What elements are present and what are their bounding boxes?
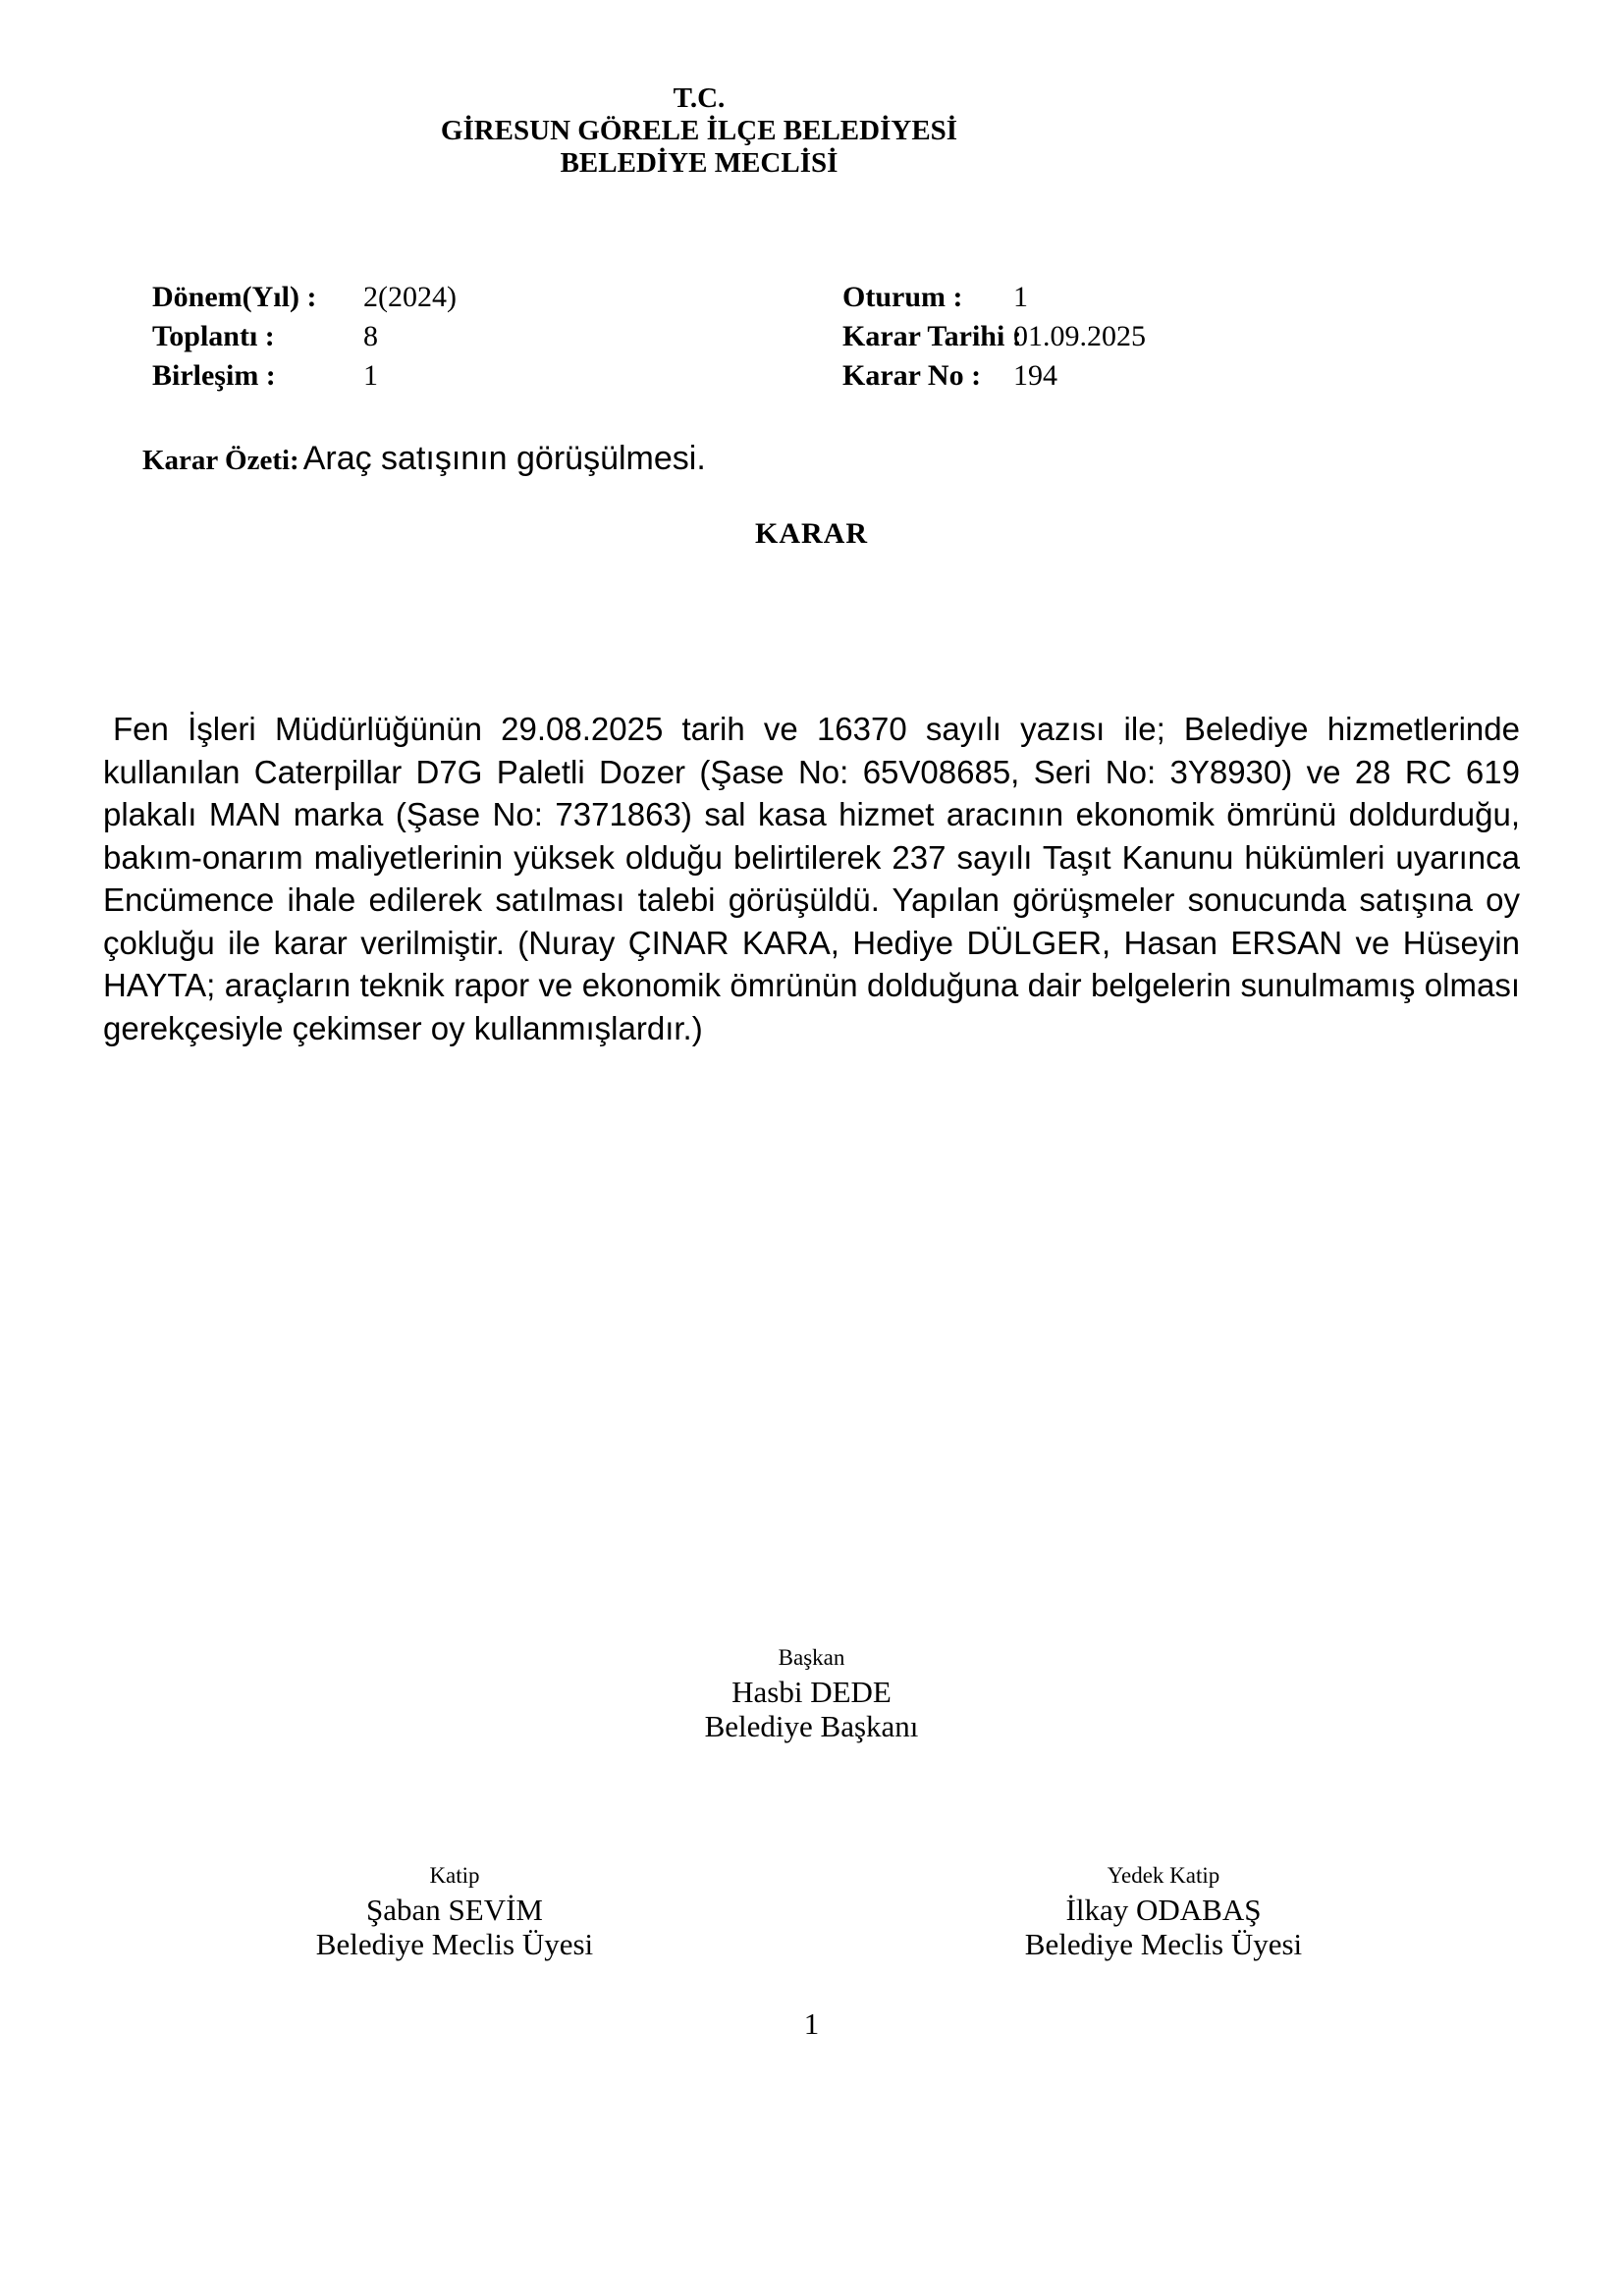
meta-label-birlesim: Birleşim : [152, 359, 276, 392]
decision-summary-row [142, 440, 706, 478]
decision-summary-value: Araç satışının görüşülmesi. [302, 440, 706, 477]
decision-body-paragraph: Fen İşleri Müdürlüğünün 29.08.2025 tarih ve 16370 sayılı yazısı ile; Belediye hizmetlerinde kullanılan Caterpillar D7G Paletli Dozer (Şase No: 65V08685, Seri No: 3Y8930) ve 28 RC 619 plakalı MAN marka (Şase No: 7371863) sal kasa hizmet aracının ekonomik ömrünü doldurduğu, bakım-onarım maliyetlerinin yüksek olduğu belirtilerek 237 sayılı Taşıt Kanunu hükümleri uyarınca Encümence ihale edilerek satılması talebi görüşüldü. Yapılan görüşmeler sonucunda satışına oy çokluğu ile karar verilmiştir. (Nuray ÇINAR KARA, Hediye DÜLGER, Hasan ERSAN ve Hüseyin HAYTA; araçların teknik rapor ve ekonomik ömrünün dolduğuna dair belgelerin sunulmamış olması gerekçesiyle çekimser oy kullanmışlardır.) [103, 711, 1520, 1046]
signature-block-yedek-katip [811, 1859, 1516, 1961]
meta-label-toplanti: Toplantı : [152, 320, 275, 352]
meta-value-oturum: 1 [1013, 281, 1028, 313]
meta-value-birlesim: 1 [363, 359, 378, 392]
header-republic-line: T.C. [673, 82, 726, 114]
header-municipality-line: GİRESUN GÖRELE İLÇE BELEDİYESİ [440, 115, 958, 146]
signature-role-baskan: Başkan [778, 1645, 845, 1670]
decision-heading: KARAR [755, 517, 868, 550]
meta-row-oturum [842, 279, 1028, 316]
decision-summary-label: Karar Özeti: [142, 445, 299, 476]
meta-row-karar-no [842, 357, 1057, 395]
signature-block-katip [103, 1859, 806, 1961]
meta-row-birlesim [152, 357, 378, 395]
signature-role-katip: Katip [429, 1863, 480, 1888]
meta-value-toplanti: 8 [363, 320, 378, 352]
meta-label-karar-no: Karar No : [842, 359, 982, 392]
meta-label-karar-tarihi: Karar Tarihi : [842, 320, 1022, 352]
page-number: 1 [803, 2006, 820, 2041]
signature-name-katip: Şaban SEVİM [366, 1893, 543, 1927]
meta-label-oturum: Oturum : [842, 281, 963, 313]
meta-row-karar-tarihi [842, 318, 1146, 355]
meta-value-karar-tarihi: 01.09.2025 [1013, 320, 1146, 352]
meta-row-donem [152, 279, 457, 316]
signature-name-yedek-katip: İlkay ODABAŞ [1065, 1893, 1262, 1927]
signature-title-katip: Belediye Meclis Üyesi [315, 1927, 594, 1961]
document-header [0, 82, 1398, 180]
signature-block-baskan [103, 1641, 1520, 1743]
signature-role-yedek-katip: Yedek Katip [1107, 1863, 1220, 1888]
signature-title-yedek-katip: Belediye Meclis Üyesi [1024, 1927, 1303, 1961]
meta-value-karar-no: 194 [1013, 359, 1057, 392]
signature-title-baskan: Belediye Başkanı [704, 1709, 919, 1743]
meta-row-toplanti [152, 318, 378, 355]
header-council-line: BELEDİYE MECLİSİ [560, 147, 839, 179]
signature-name-baskan: Hasbi DEDE [731, 1675, 892, 1709]
meta-value-donem: 2(2024) [363, 281, 457, 313]
meta-label-donem: Dönem(Yıl) : [152, 281, 317, 313]
